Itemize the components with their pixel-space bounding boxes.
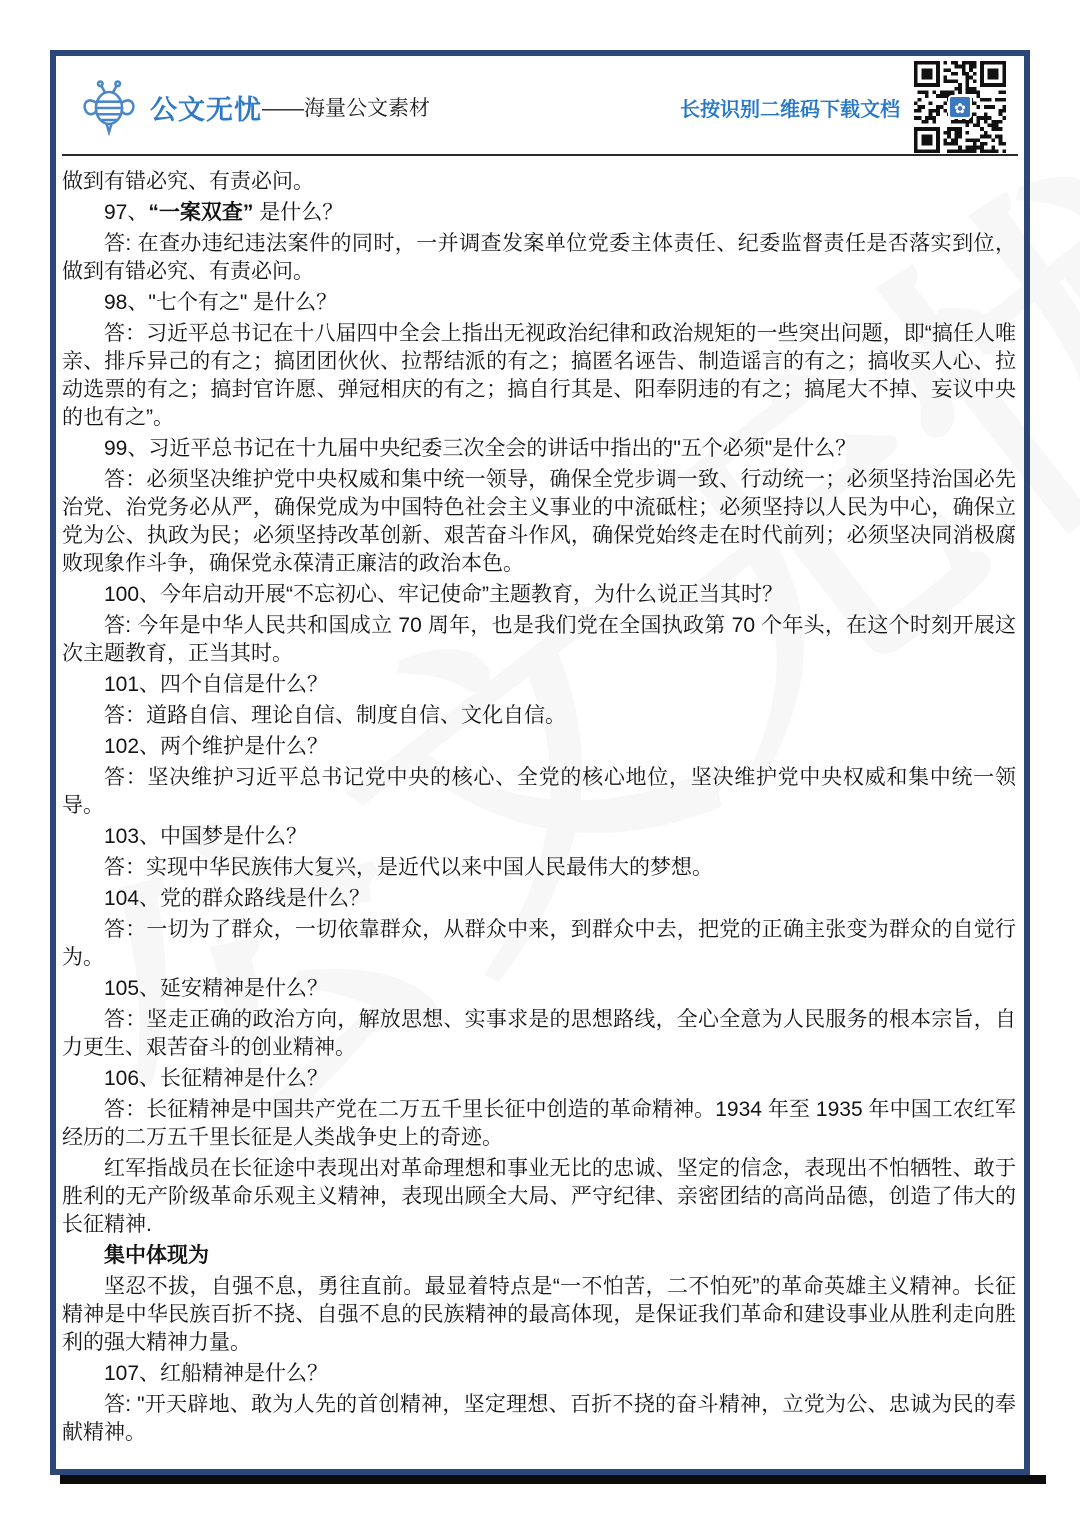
paragraph-answer: 答：实现中华民族伟大复兴，是近代以来中国人民最伟大的梦想。 bbox=[104, 856, 713, 879]
paragraph-answer: 坚忍不拔，自强不息，勇往直前。最显着特点是“一不怕苦，二不怕死”的革命英雄主义精神。长征精神是中华民族百折不挠、自强不息的民族精神的最高体现，是保证我们革命和建设事业从胜利走向胜利的强大精神力量。 bbox=[62, 1275, 1016, 1354]
qr-code[interactable] bbox=[914, 61, 1006, 153]
paragraph-question: 103、中国梦是什么？ bbox=[104, 825, 308, 848]
paragraph-answer: 答: "开天辟地、敢为人先的首创精神，坚定理想、百折不挠的奋斗精神，立党为公、忠诚为民的奉献精神。 bbox=[62, 1393, 1016, 1444]
paragraph-answer: 答：坚走正确的政治方向，解放思想、实事求是的思想路线，全心全意为人民服务的根本宗旨，自力更生、艰苦奋斗的创业精神。 bbox=[62, 1008, 1016, 1059]
paragraph-subheading: 集中体现为 bbox=[104, 1244, 209, 1267]
page-header bbox=[56, 56, 1024, 150]
qr-hint-text: 长按识别二维码下载文档 bbox=[680, 98, 900, 121]
paragraph-answer: 答: 在查办违纪违法案件的同时，一并调查发案单位党委主体责任、纪委监督责任是否落实到位，做到有错必究、有责必问。 bbox=[62, 232, 1016, 283]
paragraph-answer: 答：道路自信、理论自信、制度自信、文化自信。 bbox=[104, 704, 566, 727]
paragraph-answer: 答：必须坚决维护党中央权威和集中统一领导，确保全党步调一致、行动统一；必须坚持治国必先治党、治党务必从严，确保党成为中国特色社会主义事业的中流砥柱；必须坚持以人民为中心，确保立党为公、执政为民；必须坚持改革创新、艰苦奋斗作风，确保党始终走在时代前列；必须坚决同消极腐败现象作斗争，确保党永葆清正廉洁的政治本色。 bbox=[62, 468, 1016, 575]
paragraph-question: 106、长征精神是什么？ bbox=[104, 1067, 329, 1090]
brand-name: 公文无忧 bbox=[150, 94, 262, 125]
bee-logo-icon bbox=[80, 78, 138, 136]
paragraph-question: 107、红船精神是什么？ bbox=[104, 1362, 329, 1385]
paragraph-question: 101、四个自信是什么？ bbox=[104, 673, 329, 696]
document-body bbox=[56, 156, 1024, 1447]
brand bbox=[80, 78, 680, 136]
paragraph-question: 98、"七个有之" 是什么？ bbox=[104, 291, 338, 314]
paragraph-answer: 答：长征精神是中国共产党在二万五千里长征中创造的革命精神。1934 年至 1935 年中国工农红军经历的二万五千里长征是人类战争史上的奇迹。 bbox=[62, 1098, 1016, 1149]
paragraph-plain: 做到有错必究、有责必问。 bbox=[62, 170, 314, 193]
qr-center-logo-icon: ✿ bbox=[948, 95, 972, 119]
paragraph-answer: 答：一切为了群众，一切依靠群众，从群众中来，到群众中去，把党的正确主张变为群众的自觉行为。 bbox=[62, 918, 1016, 969]
brand-tagline: ——海量公文素材 bbox=[262, 97, 430, 120]
paragraph-answer: 答：习近平总书记在十八届四中全会上指出无视政治纪律和政治规矩的一些突出问题，即“搞任人唯亲、排斥异己的有之；搞团团伙伙、拉帮结派的有之；搞匿名诬告、制造谣言的有之；搞收买人心、拉动选票的有之；搞封官许愿、弹冠相庆的有之；搞自行其是、阳奉阴违的有之；搞尾大不掉、妄议中央的也有之”。 bbox=[62, 322, 1016, 429]
paragraph-question: 102、两个维护是什么？ bbox=[104, 735, 329, 758]
paragraph-question: 105、延安精神是什么？ bbox=[104, 977, 329, 1000]
paragraph-question: 104、党的群众路线是什么？ bbox=[104, 887, 371, 910]
document-frame bbox=[50, 50, 1030, 1475]
paragraph-answer: 红军指战员在长征途中表现出对革命理想和事业无比的忠诚、坚定的信念，表现出不怕牺牲、敢于胜利的无产阶级革命乐观主义精神，表现出顾全大局、严守纪律、亲密团结的高尚品德，创造了伟大的长征精神. bbox=[62, 1157, 1016, 1236]
paragraph-question: 99、习近平总书记在十九届中央纪委三次全会的讲话中指出的"五个必须"是什么？ bbox=[104, 437, 857, 460]
paragraph-question: 97、“一案双查” 是什么？ bbox=[104, 201, 344, 224]
paragraph-answer: 答: 今年是中华人民共和国成立 70 周年，也是我们党在全国执政第 70 个年头，在这个时刻开展这次主题教育，正当其时。 bbox=[62, 614, 1016, 665]
paragraph-answer: 答：坚决维护习近平总书记党中央的核心、全党的核心地位，坚决维护党中央权威和集中统一领导。 bbox=[62, 766, 1016, 817]
paragraph-question: 100、今年启动开展“不忘初心、牢记使命”主题教育，为什么说正当其时？ bbox=[104, 583, 784, 606]
